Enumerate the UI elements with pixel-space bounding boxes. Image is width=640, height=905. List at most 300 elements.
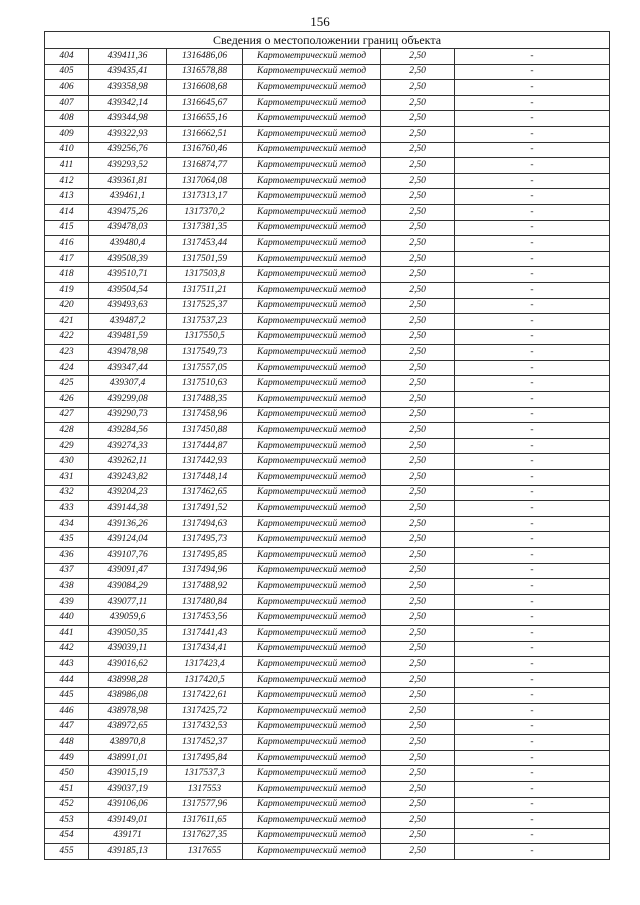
- y-coordinate-cell: 1317423,4: [167, 657, 243, 673]
- point-number-cell: 424: [45, 360, 89, 376]
- description-cell: -: [455, 236, 610, 252]
- accuracy-cell: 2,50: [381, 345, 455, 361]
- table-body: [45, 49, 610, 860]
- x-coordinate-cell: 439480,4: [89, 236, 167, 252]
- table-row: [45, 579, 610, 595]
- method-cell: Картометрический метод: [243, 142, 381, 158]
- x-coordinate-cell: 439144,38: [89, 501, 167, 517]
- accuracy-cell: 2,50: [381, 501, 455, 517]
- y-coordinate-cell: 1317537,23: [167, 314, 243, 330]
- description-cell: -: [455, 579, 610, 595]
- x-coordinate-cell: 439149,01: [89, 813, 167, 829]
- y-coordinate-cell: 1317655: [167, 844, 243, 860]
- description-cell: -: [455, 282, 610, 298]
- point-number-cell: 427: [45, 407, 89, 423]
- x-coordinate-cell: 439016,62: [89, 657, 167, 673]
- x-coordinate-cell: 439358,98: [89, 80, 167, 96]
- accuracy-cell: 2,50: [381, 407, 455, 423]
- y-coordinate-cell: 1317432,53: [167, 719, 243, 735]
- description-cell: -: [455, 813, 610, 829]
- y-coordinate-cell: 1317495,85: [167, 548, 243, 564]
- table-row: [45, 314, 610, 330]
- accuracy-cell: 2,50: [381, 563, 455, 579]
- point-number-cell: 425: [45, 376, 89, 392]
- description-cell: -: [455, 485, 610, 501]
- x-coordinate-cell: 439322,93: [89, 126, 167, 142]
- point-number-cell: 404: [45, 49, 89, 65]
- accuracy-cell: 2,50: [381, 703, 455, 719]
- accuracy-cell: 2,50: [381, 813, 455, 829]
- point-number-cell: 405: [45, 64, 89, 80]
- table-row: [45, 158, 610, 174]
- description-cell: -: [455, 407, 610, 423]
- point-number-cell: 438: [45, 579, 89, 595]
- y-coordinate-cell: 1317064,08: [167, 173, 243, 189]
- table-row: [45, 360, 610, 376]
- method-cell: Картометрический метод: [243, 454, 381, 470]
- x-coordinate-cell: 439037,19: [89, 781, 167, 797]
- method-cell: Картометрический метод: [243, 298, 381, 314]
- table-row: [45, 548, 610, 564]
- y-coordinate-cell: 1317511,21: [167, 282, 243, 298]
- table-row: [45, 766, 610, 782]
- boundary-coordinates-table: [44, 31, 610, 860]
- table-row: [45, 236, 610, 252]
- method-cell: Картометрический метод: [243, 158, 381, 174]
- y-coordinate-cell: 1316578,88: [167, 64, 243, 80]
- method-cell: Картометрический метод: [243, 95, 381, 111]
- description-cell: -: [455, 376, 610, 392]
- y-coordinate-cell: 1316874,77: [167, 158, 243, 174]
- method-cell: Картометрический метод: [243, 80, 381, 96]
- y-coordinate-cell: 1317422,61: [167, 688, 243, 704]
- table-row: [45, 64, 610, 80]
- method-cell: Картометрический метод: [243, 204, 381, 220]
- table-row: [45, 781, 610, 797]
- method-cell: Картометрический метод: [243, 703, 381, 719]
- method-cell: Картометрический метод: [243, 579, 381, 595]
- table-row: [45, 594, 610, 610]
- y-coordinate-cell: 1317450,88: [167, 423, 243, 439]
- x-coordinate-cell: 439508,39: [89, 251, 167, 267]
- accuracy-cell: 2,50: [381, 750, 455, 766]
- accuracy-cell: 2,50: [381, 454, 455, 470]
- y-coordinate-cell: 1317495,73: [167, 532, 243, 548]
- point-number-cell: 426: [45, 392, 89, 408]
- description-cell: -: [455, 657, 610, 673]
- point-number-cell: 451: [45, 781, 89, 797]
- y-coordinate-cell: 1316655,16: [167, 111, 243, 127]
- y-coordinate-cell: 1317537,3: [167, 766, 243, 782]
- table-row: [45, 423, 610, 439]
- table-row: [45, 828, 610, 844]
- description-cell: -: [455, 470, 610, 486]
- method-cell: Картометрический метод: [243, 828, 381, 844]
- method-cell: Картометрический метод: [243, 735, 381, 751]
- accuracy-cell: 2,50: [381, 376, 455, 392]
- method-cell: Картометрический метод: [243, 267, 381, 283]
- point-number-cell: 418: [45, 267, 89, 283]
- table-row: [45, 438, 610, 454]
- x-coordinate-cell: 439342,14: [89, 95, 167, 111]
- description-cell: -: [455, 797, 610, 813]
- method-cell: Картометрический метод: [243, 407, 381, 423]
- accuracy-cell: 2,50: [381, 236, 455, 252]
- y-coordinate-cell: 1317425,72: [167, 703, 243, 719]
- description-cell: -: [455, 204, 610, 220]
- table-caption-row: [45, 32, 610, 49]
- description-cell: -: [455, 142, 610, 158]
- accuracy-cell: 2,50: [381, 267, 455, 283]
- accuracy-cell: 2,50: [381, 360, 455, 376]
- x-coordinate-cell: 439299,08: [89, 392, 167, 408]
- method-cell: Картометрический метод: [243, 563, 381, 579]
- table-row: [45, 563, 610, 579]
- point-number-cell: 443: [45, 657, 89, 673]
- y-coordinate-cell: 1317501,59: [167, 251, 243, 267]
- point-number-cell: 430: [45, 454, 89, 470]
- point-number-cell: 442: [45, 641, 89, 657]
- accuracy-cell: 2,50: [381, 594, 455, 610]
- description-cell: -: [455, 750, 610, 766]
- method-cell: Картометрический метод: [243, 314, 381, 330]
- accuracy-cell: 2,50: [381, 158, 455, 174]
- y-coordinate-cell: 1317480,84: [167, 594, 243, 610]
- x-coordinate-cell: 439510,71: [89, 267, 167, 283]
- description-cell: -: [455, 251, 610, 267]
- description-cell: -: [455, 173, 610, 189]
- description-cell: -: [455, 735, 610, 751]
- method-cell: Картометрический метод: [243, 220, 381, 236]
- y-coordinate-cell: 1317494,63: [167, 516, 243, 532]
- x-coordinate-cell: 439493,63: [89, 298, 167, 314]
- method-cell: Картометрический метод: [243, 49, 381, 65]
- point-number-cell: 446: [45, 703, 89, 719]
- x-coordinate-cell: 439204,23: [89, 485, 167, 501]
- y-coordinate-cell: 1317420,5: [167, 672, 243, 688]
- y-coordinate-cell: 1317494,96: [167, 563, 243, 579]
- table-row: [45, 719, 610, 735]
- method-cell: Картометрический метод: [243, 64, 381, 80]
- description-cell: -: [455, 672, 610, 688]
- table-row: [45, 797, 610, 813]
- table-row: [45, 329, 610, 345]
- table-row: [45, 298, 610, 314]
- table-row: [45, 735, 610, 751]
- description-cell: -: [455, 392, 610, 408]
- point-number-cell: 413: [45, 189, 89, 205]
- table-row: [45, 282, 610, 298]
- table-row: [45, 610, 610, 626]
- point-number-cell: 433: [45, 501, 89, 517]
- method-cell: Картометрический метод: [243, 376, 381, 392]
- y-coordinate-cell: 1317611,65: [167, 813, 243, 829]
- method-cell: Картометрический метод: [243, 813, 381, 829]
- point-number-cell: 432: [45, 485, 89, 501]
- accuracy-cell: 2,50: [381, 392, 455, 408]
- description-cell: -: [455, 532, 610, 548]
- description-cell: -: [455, 844, 610, 860]
- point-number-cell: 449: [45, 750, 89, 766]
- point-number-cell: 448: [45, 735, 89, 751]
- accuracy-cell: 2,50: [381, 516, 455, 532]
- table-row: [45, 189, 610, 205]
- accuracy-cell: 2,50: [381, 828, 455, 844]
- method-cell: Картометрический метод: [243, 781, 381, 797]
- method-cell: Картометрический метод: [243, 470, 381, 486]
- table-row: [45, 95, 610, 111]
- y-coordinate-cell: 1317370,2: [167, 204, 243, 220]
- method-cell: Картометрический метод: [243, 548, 381, 564]
- table-row: [45, 49, 610, 65]
- x-coordinate-cell: 439307,4: [89, 376, 167, 392]
- y-coordinate-cell: 1317458,96: [167, 407, 243, 423]
- accuracy-cell: 2,50: [381, 532, 455, 548]
- table-row: [45, 532, 610, 548]
- accuracy-cell: 2,50: [381, 95, 455, 111]
- x-coordinate-cell: 439478,98: [89, 345, 167, 361]
- y-coordinate-cell: 1317441,43: [167, 625, 243, 641]
- accuracy-cell: 2,50: [381, 766, 455, 782]
- x-coordinate-cell: 438998,28: [89, 672, 167, 688]
- table-row: [45, 703, 610, 719]
- method-cell: Картометрический метод: [243, 610, 381, 626]
- point-number-cell: 447: [45, 719, 89, 735]
- method-cell: Картометрический метод: [243, 485, 381, 501]
- point-number-cell: 410: [45, 142, 89, 158]
- accuracy-cell: 2,50: [381, 49, 455, 65]
- description-cell: -: [455, 766, 610, 782]
- x-coordinate-cell: 438986,08: [89, 688, 167, 704]
- x-coordinate-cell: 439091,47: [89, 563, 167, 579]
- method-cell: Картометрический метод: [243, 173, 381, 189]
- x-coordinate-cell: 439256,76: [89, 142, 167, 158]
- description-cell: -: [455, 625, 610, 641]
- x-coordinate-cell: 439015,19: [89, 766, 167, 782]
- description-cell: -: [455, 828, 610, 844]
- y-coordinate-cell: 1317553: [167, 781, 243, 797]
- point-number-cell: 406: [45, 80, 89, 96]
- description-cell: -: [455, 781, 610, 797]
- point-number-cell: 450: [45, 766, 89, 782]
- x-coordinate-cell: 439050,35: [89, 625, 167, 641]
- x-coordinate-cell: 439084,29: [89, 579, 167, 595]
- table-row: [45, 251, 610, 267]
- table-row: [45, 485, 610, 501]
- point-number-cell: 441: [45, 625, 89, 641]
- x-coordinate-cell: 439487,2: [89, 314, 167, 330]
- accuracy-cell: 2,50: [381, 548, 455, 564]
- y-coordinate-cell: 1317525,37: [167, 298, 243, 314]
- y-coordinate-cell: 1317488,92: [167, 579, 243, 595]
- table-row: [45, 625, 610, 641]
- accuracy-cell: 2,50: [381, 672, 455, 688]
- x-coordinate-cell: 439284,56: [89, 423, 167, 439]
- method-cell: Картометрический метод: [243, 625, 381, 641]
- y-coordinate-cell: 1316486,06: [167, 49, 243, 65]
- point-number-cell: 417: [45, 251, 89, 267]
- point-number-cell: 436: [45, 548, 89, 564]
- description-cell: -: [455, 80, 610, 96]
- point-number-cell: 414: [45, 204, 89, 220]
- x-coordinate-cell: 439171: [89, 828, 167, 844]
- point-number-cell: 452: [45, 797, 89, 813]
- description-cell: -: [455, 360, 610, 376]
- point-number-cell: 454: [45, 828, 89, 844]
- description-cell: -: [455, 719, 610, 735]
- y-coordinate-cell: 1316645,67: [167, 95, 243, 111]
- x-coordinate-cell: 439243,82: [89, 470, 167, 486]
- method-cell: Картометрический метод: [243, 719, 381, 735]
- x-coordinate-cell: 439107,76: [89, 548, 167, 564]
- point-number-cell: 420: [45, 298, 89, 314]
- y-coordinate-cell: 1316760,46: [167, 142, 243, 158]
- accuracy-cell: 2,50: [381, 314, 455, 330]
- y-coordinate-cell: 1317503,8: [167, 267, 243, 283]
- table-row: [45, 142, 610, 158]
- y-coordinate-cell: 1317313,17: [167, 189, 243, 205]
- method-cell: Картометрический метод: [243, 657, 381, 673]
- x-coordinate-cell: 438972,65: [89, 719, 167, 735]
- point-number-cell: 429: [45, 438, 89, 454]
- accuracy-cell: 2,50: [381, 251, 455, 267]
- accuracy-cell: 2,50: [381, 485, 455, 501]
- description-cell: -: [455, 111, 610, 127]
- point-number-cell: 408: [45, 111, 89, 127]
- x-coordinate-cell: 439478,03: [89, 220, 167, 236]
- table-caption: Сведения о местоположении границ объекта: [45, 32, 610, 49]
- point-number-cell: 437: [45, 563, 89, 579]
- description-cell: -: [455, 95, 610, 111]
- method-cell: Картометрический метод: [243, 844, 381, 860]
- table-row: [45, 407, 610, 423]
- description-cell: -: [455, 703, 610, 719]
- method-cell: Картометрический метод: [243, 532, 381, 548]
- x-coordinate-cell: 438991,01: [89, 750, 167, 766]
- table-row: [45, 641, 610, 657]
- y-coordinate-cell: 1317448,14: [167, 470, 243, 486]
- accuracy-cell: 2,50: [381, 298, 455, 314]
- point-number-cell: 411: [45, 158, 89, 174]
- point-number-cell: 434: [45, 516, 89, 532]
- method-cell: Картометрический метод: [243, 594, 381, 610]
- table-row: [45, 672, 610, 688]
- table-row: [45, 392, 610, 408]
- point-number-cell: 419: [45, 282, 89, 298]
- description-cell: -: [455, 641, 610, 657]
- description-cell: -: [455, 49, 610, 65]
- table-row: [45, 750, 610, 766]
- x-coordinate-cell: 439290,73: [89, 407, 167, 423]
- method-cell: Картометрический метод: [243, 111, 381, 127]
- point-number-cell: 439: [45, 594, 89, 610]
- accuracy-cell: 2,50: [381, 735, 455, 751]
- x-coordinate-cell: 439411,36: [89, 49, 167, 65]
- point-number-cell: 407: [45, 95, 89, 111]
- method-cell: Картометрический метод: [243, 360, 381, 376]
- accuracy-cell: 2,50: [381, 282, 455, 298]
- y-coordinate-cell: 1317381,35: [167, 220, 243, 236]
- method-cell: Картометрический метод: [243, 423, 381, 439]
- accuracy-cell: 2,50: [381, 625, 455, 641]
- method-cell: Картометрический метод: [243, 501, 381, 517]
- description-cell: -: [455, 594, 610, 610]
- y-coordinate-cell: 1317577,96: [167, 797, 243, 813]
- x-coordinate-cell: 439293,52: [89, 158, 167, 174]
- x-coordinate-cell: 438970,8: [89, 735, 167, 751]
- y-coordinate-cell: 1317453,44: [167, 236, 243, 252]
- accuracy-cell: 2,50: [381, 641, 455, 657]
- accuracy-cell: 2,50: [381, 797, 455, 813]
- y-coordinate-cell: 1317491,52: [167, 501, 243, 517]
- x-coordinate-cell: 439481,59: [89, 329, 167, 345]
- table-row: [45, 267, 610, 283]
- y-coordinate-cell: 1317550,5: [167, 329, 243, 345]
- accuracy-cell: 2,50: [381, 173, 455, 189]
- x-coordinate-cell: 439039,11: [89, 641, 167, 657]
- method-cell: Картометрический метод: [243, 392, 381, 408]
- x-coordinate-cell: 439461,1: [89, 189, 167, 205]
- accuracy-cell: 2,50: [381, 142, 455, 158]
- table-row: [45, 844, 610, 860]
- y-coordinate-cell: 1317510,63: [167, 376, 243, 392]
- accuracy-cell: 2,50: [381, 470, 455, 486]
- description-cell: -: [455, 220, 610, 236]
- x-coordinate-cell: 439344,98: [89, 111, 167, 127]
- y-coordinate-cell: 1316608,68: [167, 80, 243, 96]
- y-coordinate-cell: 1317557,05: [167, 360, 243, 376]
- y-coordinate-cell: 1316662,51: [167, 126, 243, 142]
- description-cell: -: [455, 454, 610, 470]
- y-coordinate-cell: 1317627,35: [167, 828, 243, 844]
- description-cell: -: [455, 158, 610, 174]
- table-row: [45, 813, 610, 829]
- table-row: [45, 126, 610, 142]
- accuracy-cell: 2,50: [381, 189, 455, 205]
- point-number-cell: 421: [45, 314, 89, 330]
- x-coordinate-cell: 439361,81: [89, 173, 167, 189]
- point-number-cell: 431: [45, 470, 89, 486]
- point-number-cell: 423: [45, 345, 89, 361]
- method-cell: Картометрический метод: [243, 189, 381, 205]
- method-cell: Картометрический метод: [243, 516, 381, 532]
- method-cell: Картометрический метод: [243, 672, 381, 688]
- accuracy-cell: 2,50: [381, 844, 455, 860]
- accuracy-cell: 2,50: [381, 610, 455, 626]
- method-cell: Картометрический метод: [243, 766, 381, 782]
- accuracy-cell: 2,50: [381, 423, 455, 439]
- description-cell: -: [455, 610, 610, 626]
- accuracy-cell: 2,50: [381, 719, 455, 735]
- table-row: [45, 454, 610, 470]
- table-row: [45, 376, 610, 392]
- point-number-cell: 416: [45, 236, 89, 252]
- x-coordinate-cell: 439059,6: [89, 610, 167, 626]
- table-row: [45, 345, 610, 361]
- accuracy-cell: 2,50: [381, 688, 455, 704]
- x-coordinate-cell: 439077,11: [89, 594, 167, 610]
- description-cell: -: [455, 548, 610, 564]
- x-coordinate-cell: 439435,41: [89, 64, 167, 80]
- accuracy-cell: 2,50: [381, 579, 455, 595]
- description-cell: -: [455, 189, 610, 205]
- y-coordinate-cell: 1317549,73: [167, 345, 243, 361]
- point-number-cell: 412: [45, 173, 89, 189]
- description-cell: -: [455, 298, 610, 314]
- description-cell: -: [455, 329, 610, 345]
- x-coordinate-cell: 438978,98: [89, 703, 167, 719]
- table-row: [45, 80, 610, 96]
